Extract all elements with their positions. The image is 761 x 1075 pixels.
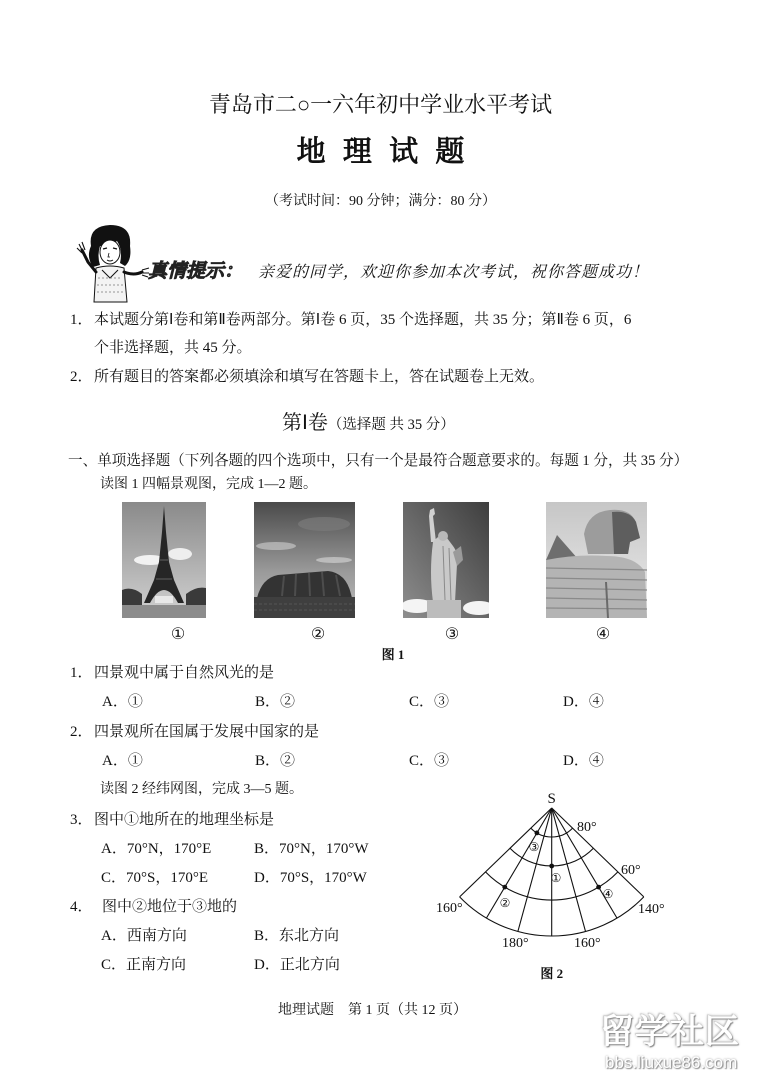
greeting-label: 真情提示： [148, 261, 244, 282]
meridian-line [486, 808, 551, 918]
option-a: A．① [102, 694, 143, 710]
option-b: B．② [255, 694, 296, 710]
subject-title: 地 理 试 题 [296, 136, 470, 168]
figure1-label-4: ④ [595, 626, 611, 643]
section-subtitle: （选择题 共 35 分） [327, 417, 455, 433]
question-text: 图中②地位于③地的 [102, 899, 238, 915]
longitude-label-160: 160° [574, 936, 601, 951]
pole-label: S [547, 791, 556, 807]
point-dot-3 [535, 831, 540, 836]
point-dot-2 [502, 885, 507, 890]
meridian-line [552, 808, 644, 897]
figure1-intro: 读图 1 四幅景观图，完成 1—2 题。 [100, 477, 317, 492]
meridian-line [518, 808, 552, 931]
option-c: C．70°S，170°E [101, 870, 209, 886]
eiffel-tower-photo [122, 502, 206, 618]
watermark-url: bbs.liuxue86.com [605, 1053, 738, 1072]
figure1-label-3: ③ [444, 626, 460, 643]
question-number: 4． [70, 899, 93, 915]
option-a: A．70°N，170°E [101, 841, 212, 857]
option-a: A．西南方向 [101, 928, 187, 944]
longitude-label-180: 180° [502, 936, 529, 951]
option-d: D．④ [563, 694, 604, 710]
question-text: 图中①地所在的地理坐标是 [94, 812, 275, 828]
option-c: C．③ [409, 694, 450, 710]
question-text: 四景观中属于自然风光的是 [94, 665, 275, 681]
sphinx-photo [546, 502, 647, 618]
question-text: 四景观所在国属于发展中国家的是 [94, 724, 320, 740]
point-label-4: ④ [602, 887, 614, 901]
section-title: 第Ⅰ卷 [282, 412, 328, 434]
cartoon-girl-illustration [72, 222, 150, 304]
greeting-message: 亲爱的同学，欢迎你参加本次考试，祝你答题成功！ [258, 264, 650, 281]
option-c: C．③ [409, 753, 450, 769]
option-b: B．② [255, 753, 296, 769]
instruction-text: 个非选择题，共 45 分。 [94, 340, 252, 356]
exam-title: 青岛市二○一六年初中学业水平考试 [208, 92, 553, 117]
watermark-logo-text: 留学社区 [600, 1012, 740, 1052]
exam-info: （考试时间：90 分钟；满分：80 分） [265, 194, 496, 209]
figure1-label-2: ② [310, 626, 326, 643]
latitude-label-80: 80° [577, 820, 597, 835]
point-dot-4 [596, 885, 601, 890]
page-footer: 地理试题 第 1 页（共 12 页） [278, 1003, 467, 1018]
longitude-label-right: 140° [638, 902, 665, 917]
point-label-3: ③ [528, 840, 540, 854]
option-d: D．正北方向 [254, 957, 340, 973]
instruction-number: 2． [70, 369, 93, 385]
option-d: D．④ [563, 753, 604, 769]
statue-of-liberty-photo [403, 502, 489, 618]
question-number: 1． [70, 665, 93, 681]
question-number: 3． [70, 812, 93, 828]
uluru-rock-photo [254, 502, 355, 618]
instruction-text: 所有题目的答案都必须填涂和填写在答题卡上，答在试题卷上无效。 [94, 369, 545, 385]
section-heading [282, 411, 455, 437]
point-label-2: ② [499, 896, 511, 910]
figure2-intro: 读图 2 经纬网图，完成 3—5 题。 [100, 782, 303, 797]
latitude-label-60: 60° [621, 863, 641, 878]
instruction-text: 本试题分第Ⅰ卷和第Ⅱ卷两部分。第Ⅰ卷 6 页，35 个选择题，共 35 分；第Ⅱ卷 6 页，6 [94, 312, 632, 328]
option-d: D．70°S，170°W [254, 870, 367, 886]
option-c: C．正南方向 [101, 957, 187, 973]
figure1-label-1: ① [170, 626, 186, 643]
question-number: 2． [70, 724, 93, 740]
figure2-caption: 图 2 [540, 966, 564, 981]
option-b: B．70°N，170°W [254, 841, 369, 857]
option-b: B．东北方向 [254, 928, 340, 944]
instruction-number: 1． [70, 312, 93, 328]
option-a: A．① [102, 753, 143, 769]
point-label-1: ① [550, 871, 562, 885]
lat-long-grid-diagram [430, 790, 690, 985]
point-dot-1 [549, 864, 554, 869]
figure1-caption: 图 1 [381, 647, 405, 662]
longitude-label-left: 160° [436, 901, 463, 916]
part-heading: 一、单项选择题（下列各题的四个选项中，只有一个是最符合题意要求的。每题 1 分，共 35 分） [68, 453, 689, 469]
